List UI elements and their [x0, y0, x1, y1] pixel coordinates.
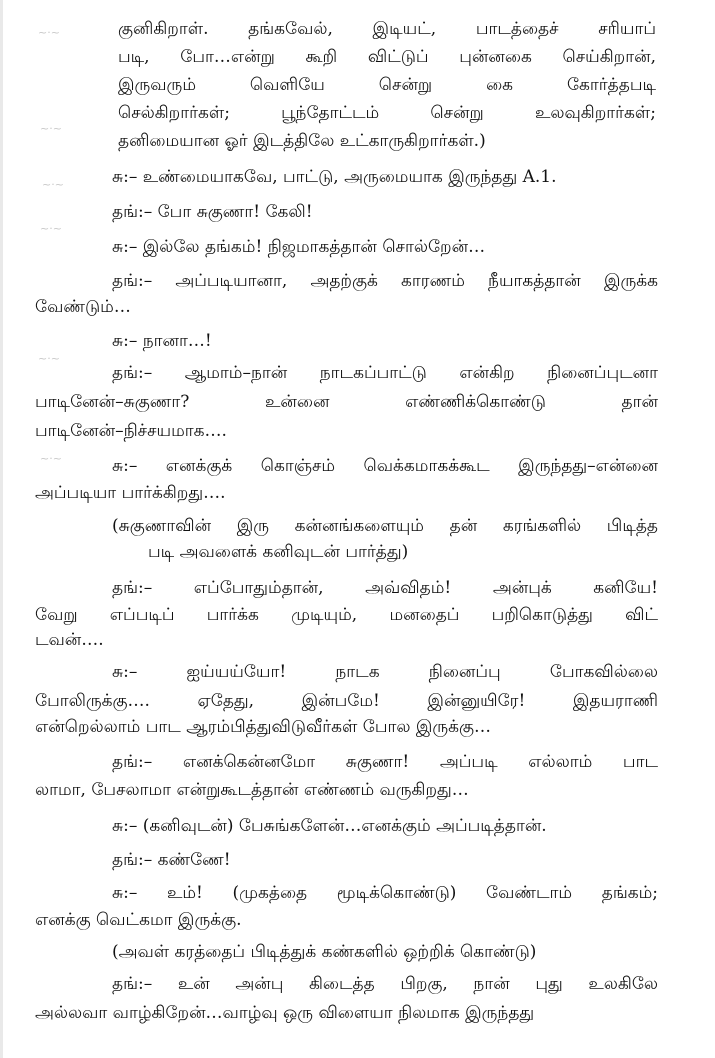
- dialogue-line: சு:– இல்லே தங்கம்! நிஜமாகத்தான் சொல்றேன்…: [112, 237, 486, 257]
- bleed-through-mark: ~·~: [38, 26, 60, 39]
- dialogue-line: வேறு எப்படிப் பார்க்க முடியும், மனதைப் பறிகொடுத்து விட்: [35, 605, 658, 625]
- text-line: படி, போ…என்று கூறி விட்டுப் புன்னகை செய்கிறான்,: [118, 47, 656, 67]
- bleed-through-mark: ~·~: [40, 222, 62, 235]
- dialogue-line: தங்:– எப்போதும்தான், அவ்விதம்! அன்புக் கனியே!: [112, 578, 658, 598]
- dialogue-line: அப்படியா பார்க்கிறது….: [35, 483, 226, 503]
- dialogue-line: சு:– ஐய்யய்யோ! நாடக நினைப்பு போகவில்லை: [112, 662, 658, 682]
- stage-direction: (சுகுணாவின் இரு கன்னங்களையும் தன் கரங்களில் பிடித்த: [112, 516, 658, 536]
- dialogue-line: சு:– (கனிவுடன்) பேசுங்களேன்…எனக்கும் அப்படித்தான்.: [112, 816, 547, 836]
- dialogue-line: பாடினேன்–நிச்சயமாக….: [35, 421, 227, 441]
- dialogue-line: எனக்கு வெட்கமா இருக்கு.: [35, 910, 242, 930]
- text-line: செல்கிறார்கள்; பூந்தோட்டம் சென்று உலவுகிறார்கள்;: [118, 103, 656, 123]
- bleed-through-mark: ~·~: [40, 122, 62, 135]
- bleed-through-mark: ~·~: [40, 452, 62, 465]
- dialogue-line: தங்:– போ சுகுணா! கேலி!: [112, 202, 313, 222]
- stage-direction: (அவள் கரத்தைப் பிடித்துக் கண்களில் ஒற்றிக் கொண்டு): [112, 942, 537, 962]
- dialogue-line: பாடினேன்–சுகுணா? உன்னை எண்ணிக்கொண்டு தான்: [35, 392, 658, 412]
- dialogue-line: அல்லவா வாழ்கிறேன்…வாழ்வு ஒரு விளையா நிலமாக இருந்தது: [35, 1003, 535, 1023]
- bleed-through-mark: ~·~: [38, 352, 60, 365]
- text-line: இருவரும் வெளியே சென்று கை கோர்த்தபடி: [118, 75, 656, 95]
- text-line: தனிமையான ஓர் இடத்திலே உட்காருகிறார்கள்.): [118, 131, 486, 151]
- dialogue-line: தங்:– எனக்கென்னமோ சுகுணா! அப்படி எல்லாம் பாட: [112, 752, 658, 772]
- dialogue-line: சு:– நானா…!: [112, 331, 212, 351]
- dialogue-line: தங்:– அப்படியானா, அதற்குக் காரணம் நீயாகத்தான் இருக்க: [112, 271, 658, 291]
- dialogue-line: வேண்டும்…: [35, 297, 131, 317]
- dialogue-line: சு:– உம்! (முகத்தை மூடிக்கொண்டு) வேண்டாம் தங்கம்;: [112, 883, 658, 903]
- dialogue-line: சு:– உண்மையாகவே, பாட்டு, அருமையாக இருந்தது A.1.: [112, 167, 557, 187]
- dialogue-line: டவன்….: [35, 630, 104, 650]
- bleed-through-mark: ~·~: [42, 178, 64, 191]
- dialogue-line: என்றெல்லாம் பாட ஆரம்பித்துவிடுவீர்கள் போல இருக்கு…: [35, 717, 492, 737]
- dialogue-line: தங்:– உன் அன்பு கிடைத்த பிறகு, நான் புது உலகிலே: [112, 974, 658, 994]
- dialogue-line: லாமா, பேசலாமா என்றுகூடத்தான் எண்ணம் வருகிறது…: [35, 780, 469, 800]
- dialogue-line: தங்:– ஆமாம்–நான் நாடகப்பாட்டு என்கிற நினைப்புடனா: [112, 363, 658, 383]
- dialogue-line: தங்:– கண்ணே!: [112, 850, 231, 870]
- page-edge-shadow: [0, 0, 3, 1058]
- text-line: குனிகிறாள். தங்கவேல், இடியட், பாடத்தைச் சரியாப்: [118, 19, 656, 39]
- dialogue-line: சு:– எனக்குக் கொஞ்சம் வெக்கமாகக்கூட இருந்தது–என்னை: [112, 456, 658, 476]
- dialogue-line: போலிருக்கு…. ஏதேது, இன்பமே! இன்னுயிரே! இதயராணி: [35, 691, 658, 711]
- stage-direction: படி அவளைக் கனிவுடன் பார்த்து): [148, 542, 409, 562]
